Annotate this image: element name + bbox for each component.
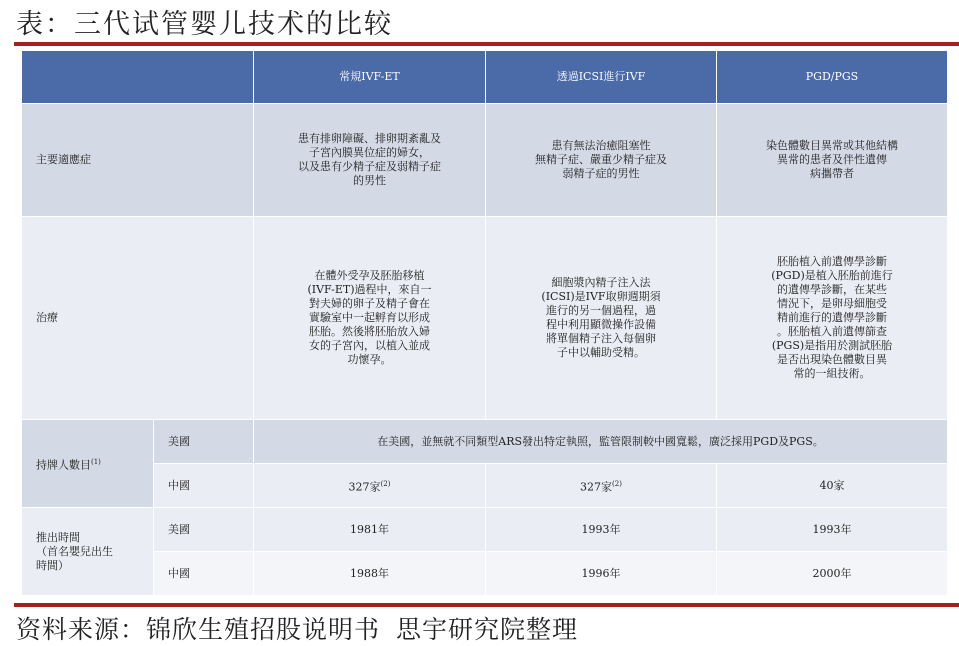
table-header-row bbox=[22, 51, 948, 104]
table-row bbox=[22, 508, 948, 552]
licensees-label-text: 持牌人數目 bbox=[36, 458, 91, 472]
cell-indications-icsi: 患有無法治癒阻塞性 無精子症、嚴重少精子症及 弱精子症的男性 bbox=[486, 104, 717, 217]
cell-licensees-cn-ivf-et bbox=[254, 464, 486, 508]
header-cell-empty bbox=[22, 51, 254, 104]
cell-launch-cn-pgd-pgs: 2000年 bbox=[717, 552, 948, 596]
header-cell-pgd-pgs: PGD/PGS bbox=[717, 51, 948, 104]
licensees-cn-ivf-et-value: 327家 bbox=[348, 480, 381, 494]
row-label-indications: 主要適應症 bbox=[22, 104, 254, 217]
sub-label-us: 美國 bbox=[154, 420, 254, 464]
table-row bbox=[22, 104, 948, 217]
cell-indications-pgd-pgs: 染色體數目異常或其他結構 異常的患者及伴性遺傳 病攜帶者 bbox=[717, 104, 948, 217]
cell-launch-us-ivf-et: 1981年 bbox=[254, 508, 486, 552]
source-note: 资料来源：锦欣生殖招股说明书 思宇研究院整理 bbox=[16, 615, 579, 644]
cell-launch-cn-icsi: 1996年 bbox=[486, 552, 717, 596]
sub-label-cn: 中國 bbox=[154, 552, 254, 596]
cell-launch-cn-ivf-et: 1988年 bbox=[254, 552, 486, 596]
licensees-cn-icsi-footnote: (2) bbox=[612, 479, 622, 488]
row-label-treatment: 治療 bbox=[22, 217, 254, 420]
page-title: 表：三代试管婴儿技术的比较 bbox=[16, 9, 393, 40]
cell-treatment-icsi: 細胞漿內精子注入法 (ICSI)是IVF取卵週期須 進行的另一個過程，過 程中利用顯微操作設備 將單個精子注入每個卵 子中以輔助受精。 bbox=[486, 217, 717, 420]
row-label-licensees bbox=[22, 420, 154, 508]
table-row bbox=[22, 552, 948, 596]
cell-treatment-ivf-et: 在體外受孕及胚胎移植 (IVF-ET)過程中，來自一 對夫婦的卵子及精子會在 實驗室中一起孵育以形成 胚胎。然後將胚胎放入婦 女的子宮內，以植入並成 功懷孕。 bbox=[254, 217, 486, 420]
table-row bbox=[22, 420, 948, 464]
comparison-table bbox=[21, 50, 948, 596]
cell-licensees-cn-pgd-pgs: 40家 bbox=[717, 464, 948, 508]
row-label-launch: 推出時間 （首名嬰兒出生 時間） bbox=[22, 508, 154, 596]
cell-launch-us-pgd-pgs: 1993年 bbox=[717, 508, 948, 552]
sub-label-cn: 中國 bbox=[154, 464, 254, 508]
cell-licensees-us: 在美國，並無就不同類型ARS發出特定執照，監管限制較中國寬鬆，廣泛採用PGD及PGS。 bbox=[254, 420, 948, 464]
cell-licensees-cn-icsi bbox=[486, 464, 717, 508]
header-cell-icsi: 透過ICSI進行IVF bbox=[486, 51, 717, 104]
table-row bbox=[22, 464, 948, 508]
sub-label-us: 美國 bbox=[154, 508, 254, 552]
cell-treatment-pgd-pgs: 胚胎植入前遺傳學診斷 (PGD)是植入胚胎前進行 的遺傳學診斷，在某些 情況下，是卵母細胞受 精前進行的遺傳學診斷 。胚胎植入前遺傳篩查 (PGS)是指用於測試胚胎 是否出現染色體數目異 常的一組技術。 bbox=[717, 217, 948, 420]
header-cell-ivf-et: 常規IVF-ET bbox=[254, 51, 486, 104]
top-divider bbox=[14, 42, 959, 46]
cell-launch-us-icsi: 1993年 bbox=[486, 508, 717, 552]
licensees-footnote: (1) bbox=[91, 457, 101, 466]
bottom-divider bbox=[14, 603, 959, 607]
table-row bbox=[22, 217, 948, 420]
licensees-cn-ivf-et-footnote: (2) bbox=[380, 479, 391, 488]
cell-indications-ivf-et: 患有排卵障礙、排卵期紊亂及 子宮內膜異位症的婦女， 以及患有少精子症及弱精子症 的男性 bbox=[254, 104, 486, 217]
licensees-cn-icsi-value: 327家 bbox=[580, 480, 613, 494]
